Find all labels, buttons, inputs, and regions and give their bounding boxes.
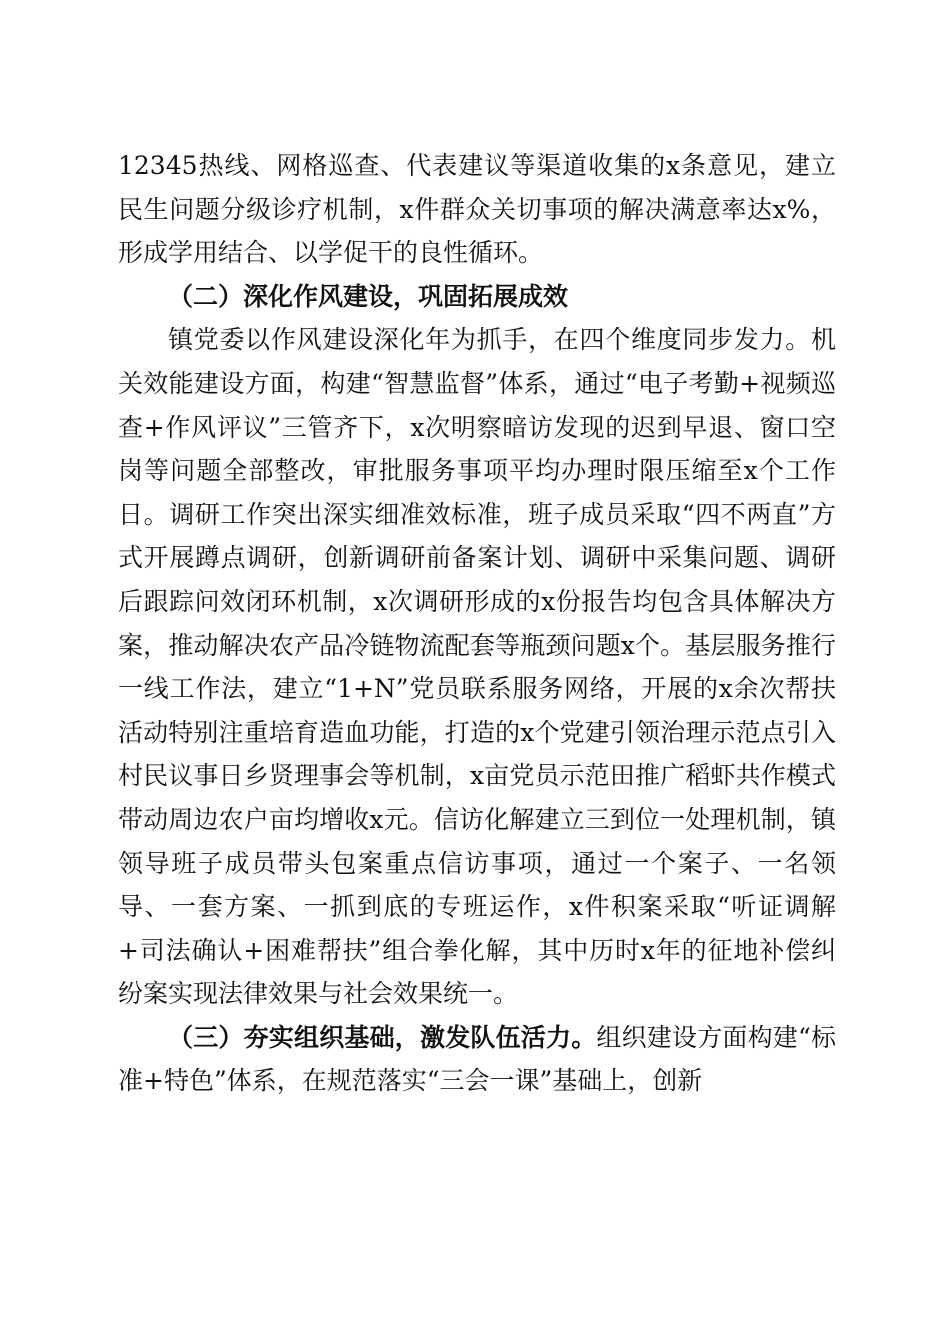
- paragraph-continuation: 12345热线、网格巡查、代表建议等渠道收集的x条意见，建立民生问题分级诊疗机制，x件群众关切事项的解决满意率达x%，形成学用结合、以学促干的良性循环。: [118, 151, 836, 268]
- document-page: [118, 144, 836, 1103]
- section-heading-2: （二）深化作风建设，巩固拓展成效: [168, 281, 569, 311]
- paragraph-organization: [118, 1016, 836, 1103]
- paragraph-work-style: 镇党委以作风建设深化年为抓手，在四个维度同步发力。机关效能建设方面，构建“智慧监督”体系，通过“电子考勤+视频巡查+作风评议”三管齐下，x次明察暗访发现的迟到早退、窗口空岗等问题全部整改，审批服务事项平均办理时限压缩至x个工作日。调研工作突出深实细准效标准，班子成员采取“四不两直”方式开展蹲点调研，创新调研前备案计划、调研中采集问题、调研后跟踪问效闭环机制，x次调研形成的x份报告均包含具体解决方案，推动解决农产品冷链物流配套等瓶颈问题x个。基层服务推行一线工作法，建立“1+N”党员联系服务网络，开展的x余次帮扶活动特别注重培育造血功能，打造的x个党建引领治理示范点引入村民议事日乡贤理事会等机制，x亩党员示范田推广稻虾共作模式带动周边农户亩均增收x元。信访化解建立三到位一处理机制，镇领导班子成员带头包案重点信访事项，通过一个案子、一名领导、一套方案、一抓到底的专班运作，x件积案采取“听证调解+司法确认+困难帮扶”组合拳化解，其中历时x年的征地补偿纠纷案实现法律效果与社会效果统一。: [118, 325, 836, 1009]
- section-heading-3: （三）夯实组织基础，激发队伍活力。: [168, 1022, 597, 1052]
- paragraph-organization-text: 组织建设方面构建“标准+特色”体系，在规范落实“三会一课”基础上，创新: [118, 1022, 836, 1096]
